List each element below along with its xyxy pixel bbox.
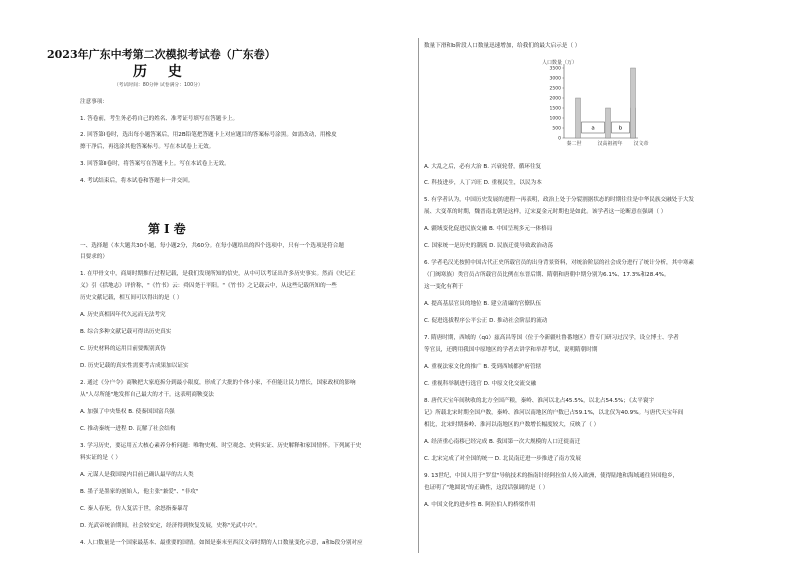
note-line: 1. 答卷前，考生务必将自己的姓名、准考证号填写在答题卡上。	[80, 116, 239, 122]
y-tick-label: 500	[552, 126, 561, 132]
note-line: 2. 回答第Ⅰ卷时，选出每小题答案后，用2B铅笔把答题卡上对应题目的答案标号涂黑。如需改动，用橡皮	[80, 132, 337, 138]
population-bar	[606, 108, 611, 138]
question-line: A. 加强了中央集权 B. 使秦国国富兵强	[80, 409, 175, 415]
question-line: C. 北宋完成了对全国的统一 D. 北民南迁进一步推进了南方发展	[424, 456, 581, 462]
subject-title: 历 史	[133, 64, 190, 80]
question-line: 目要求的）	[80, 254, 108, 260]
question-line: 4. 人口数量是一个国家最基本、最重要的国情。如图是秦末至西汉文帝时期的人口数量变化示意，a和b段分别对应	[80, 540, 363, 546]
x-tick-label: 汉文帝	[633, 141, 649, 147]
question-line: C. 重视科举制进行选官 D. 中原文化交流交融	[424, 381, 537, 387]
x-tick-label: 汉高祖初年	[597, 141, 623, 147]
question-line: 3. 学习历史，要运用五大核心素养分析问题：唯物史观、时空观念、史料实证、历史解释和家国情怀。下列属于史	[80, 443, 362, 449]
note-line: 3. 回答第Ⅱ卷时，将答案写在答题卡上。写在本试卷上无效。	[80, 161, 230, 167]
question-line: 数量下滑和b阶段人口数量迅速增加，给我们的最大启示是（ ）	[424, 43, 581, 49]
y-tick-label: 2000	[549, 96, 561, 102]
y-tick-label: 1000	[549, 116, 561, 122]
question-line: C. 历史材料的运用目前要甄别真伪	[80, 346, 166, 352]
question-line: 料实证的是（ ）	[80, 455, 121, 461]
question-line: 6. 学者毛汉光按照中国古代正史所载官员的出身背景资料，对统治阶层的社会成分进行了统计分析，其中寒素	[424, 260, 695, 266]
y-tick-label: 1500	[549, 106, 561, 112]
question-line: 相比，北宋时期秦岭、淮河以南地区的户数增长幅度较大，反映了（ ）	[424, 422, 600, 428]
question-line: 8. 唐代天宝年间秋收的北方全国产粮，秦岭、淮河以北占45.5%，以北占54.5%；《太平寰宇	[424, 398, 655, 404]
question-line: C. 国家统一是历史的潮流 D. 民族迁徙导致政治动荡	[424, 243, 553, 249]
question-line: A. 大乱之后，必有大治 B. 兴衰轮替，循环往复	[424, 164, 542, 170]
population-bar	[576, 98, 581, 138]
population-chart	[540, 58, 690, 148]
question-line: A. 历史真相因年代久远而无法考究	[80, 312, 166, 318]
question-line: C. 科技进步，人丁兴旺 D. 重视民生，以民为本	[424, 180, 542, 186]
question-line: D. 历史记载的真实性需要考古成果加以证实	[80, 363, 189, 369]
exam-title: 2023年广东中考第二次模拟考试卷（广东卷）	[47, 48, 276, 61]
question-line: 历史文献记载，相互间可以得出的是（ ）	[80, 295, 183, 301]
question-line: 9. 13世纪，中国人用于"罗盘"导航技术的指南针经阿拉伯人传入欧洲，使得陆地和海域通往异国他乡，	[424, 473, 679, 479]
question-line: C. 促进选拔程序公平公正 D. 推动社会阶层的流动	[424, 318, 548, 324]
question-line: （门阀寒族）类官员占所载官员比例在东晋后期、隋朝和唐朝中期分别为6.1%、17.3%和28.4%。	[424, 272, 670, 278]
y-tick-label: 0	[558, 136, 561, 142]
note-line: 4. 考试结束后，将本试卷和答题卡一并交回。	[80, 178, 194, 184]
question-line: C. 推动秦统一进程 D. 瓦解了社会结构	[80, 426, 176, 432]
column-divider	[418, 38, 419, 553]
question-line: 等官员，还聘用我国中原地区的学者去讲学和举荐考试，说明隋朝时期	[424, 347, 598, 353]
y-axis-label: 人口数量（万）	[542, 60, 578, 66]
question-line: 从"人尽所能"地发挥自己最大的才干。这表明商鞅变法	[80, 392, 214, 398]
question-line: D. 光武帝统治期间，社会较安定，经济得到恢复发展，史称"光武中兴"。	[80, 523, 261, 529]
y-tick-label: 2500	[549, 86, 561, 92]
section-title: 第Ⅰ卷	[148, 222, 190, 236]
question-line: B. 综合多种文献记载可得出历史真实	[80, 329, 172, 335]
question-line: 这一变化有利于	[424, 284, 464, 290]
stage-label: a	[591, 125, 595, 132]
question-line: C. 秦人春死，仿人复活于世，余怒指秦暴苛	[80, 506, 189, 512]
population-bar	[631, 68, 636, 138]
exam-meta: （考试时间：80分钟 试卷满分：100分）	[114, 83, 203, 88]
question-line: 记》所载北宋时期全国户数，秦岭、淮河以南地区的户数已占59.1%，以北仅为40.9%。与唐代天宝年间	[424, 410, 684, 416]
question-line: A. 提高基层官员的地位 B. 建立清廉的官僚队伍	[424, 301, 542, 307]
question-line: 1. 在甲骨文中，商周时期推行过程记载，是我们发现所知的信史，从中可以考证出许多历史事实。然而《史记正	[80, 271, 356, 277]
x-tick-label: 秦二世	[566, 141, 582, 147]
y-tick-label: 3500	[549, 66, 561, 72]
question-line: A. 中国文化的进步性 B. 阿拉伯人的桥梁作用	[424, 502, 536, 508]
note-line: 擦干净后，再选涂其他答案标号。写在本试卷上无效。	[80, 144, 215, 150]
question-line: 义》引《括地志》评价称，"《竹书》云：舜囚尧于平阳。"《竹书》之记载云中，从这些记载所知的一些	[80, 283, 337, 289]
question-line: A. 疆域变化促进民族交融 B. 中国呈现多元一体格局	[424, 226, 553, 232]
notes-heading: 注意事项：	[80, 99, 108, 105]
question-line: 7. 隋唐时期，西域的（qū）兹高昌等国（位于今新疆吐鲁番地区）曾专门研习过汉学，设立博士、学者	[424, 335, 679, 341]
question-line: 5. 有学者认为，中国历史发展的进程一再表明，政治上处于分裂割据状态的时期往往是中华民族交融处于大发	[424, 197, 695, 203]
y-tick-label: 3000	[549, 76, 561, 82]
question-line: 也证明了"地圆说"的正确性，这段话强调的是（ ）	[424, 485, 549, 491]
question-line: A. 重视法家文化的推广 B. 受到西域都护府管辖	[424, 364, 542, 370]
stage-label: b	[618, 125, 623, 132]
question-line: A. 经济重心南移已经完成 B. 我国第一次大规模的人口迁徙南迁	[424, 439, 581, 445]
question-line: 2. 通过《分户令》商鞅把大家庭拆分到最小限度，形成了大批的个体小家，不但能让民力增长，国家政权的影响	[80, 380, 356, 386]
question-line: 展、大变革的时期，魏晋南北朝是这样，辽宋夏金元时期也是如此。该学者这一论断意在强调（ ）	[424, 209, 667, 215]
question-line: 一、选择题（本大题共30小题，每小题2分，共60分。在每小题给出的四个选项中，只有一个选项是符合题	[80, 243, 344, 249]
question-line: B. 墨子是墨家的创始人，他主张"兼爱"、"非攻"	[80, 489, 199, 495]
question-line: A. 元谋人是我国境内目前已确认最早的古人类	[80, 472, 194, 478]
